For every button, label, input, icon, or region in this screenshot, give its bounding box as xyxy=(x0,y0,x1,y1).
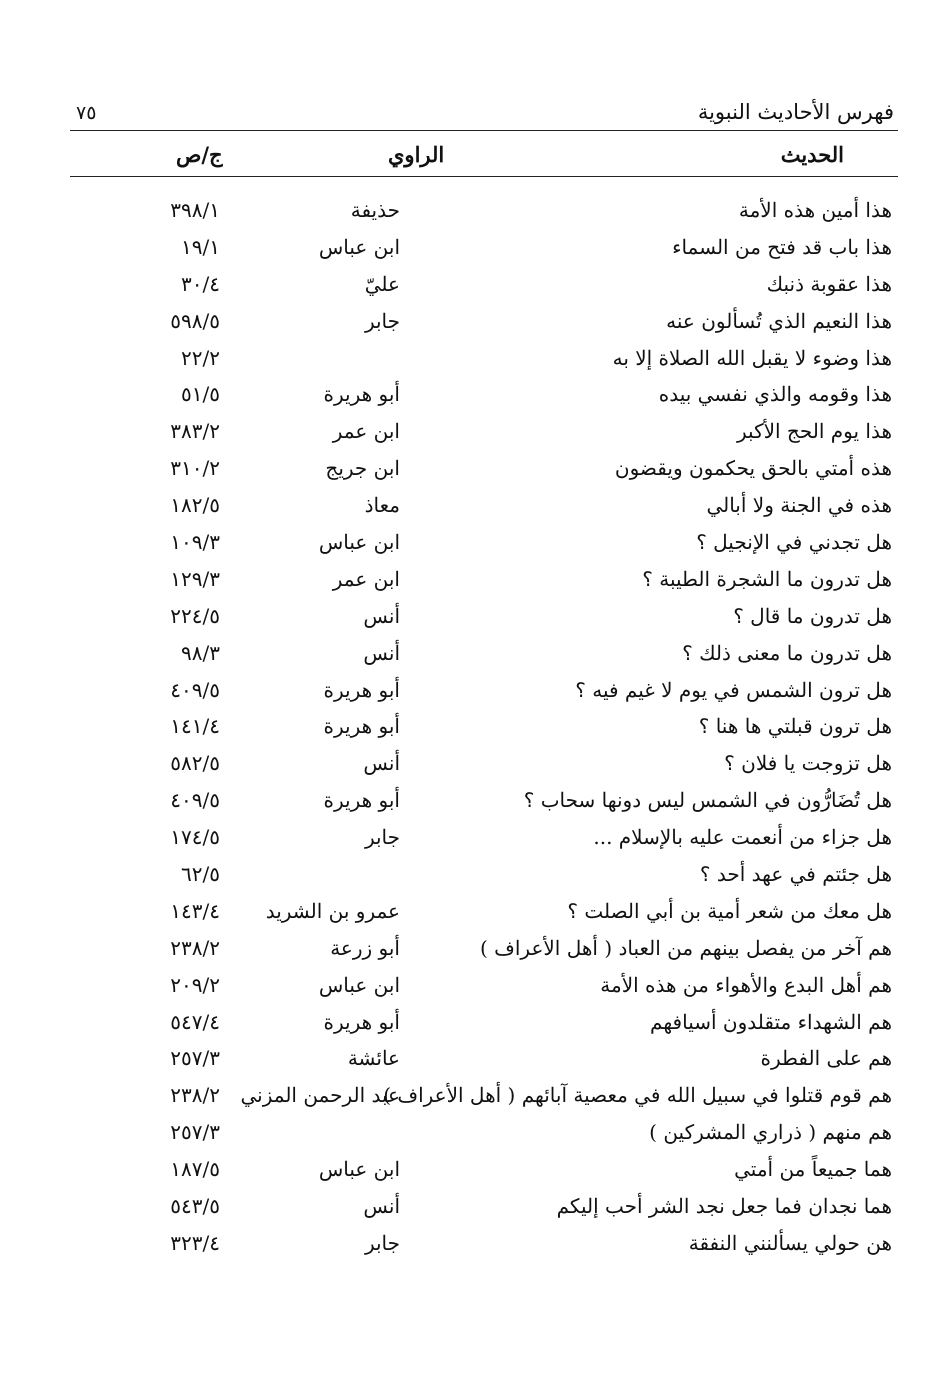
narrator-name: أبو هريرة xyxy=(323,714,400,739)
hadith-text: هل جزاء من أنعمت عليه بالإسلام ... xyxy=(593,825,892,850)
hadith-text: هل معك من شعر أمية بن أبي الصلت ؟ xyxy=(567,898,892,923)
volume-page-ref: ٢٣٨/٢ xyxy=(170,1083,220,1108)
hadith-text: هل ترون الشمس في يوم لا غيم فيه ؟ xyxy=(575,677,892,702)
table-row xyxy=(0,305,946,342)
running-header xyxy=(70,96,898,131)
narrator-name: ابن جريج xyxy=(325,456,400,481)
hadith-text: هذا عقوبة ذنبك xyxy=(766,271,892,296)
table-row xyxy=(0,1190,946,1227)
volume-page-ref: ٢٠٩/٢ xyxy=(170,972,220,997)
narrator-name: عائشة xyxy=(347,1046,400,1071)
volume-page-ref: ١٠٩/٣ xyxy=(170,530,220,555)
volume-page-ref: ٥٨٢/٥ xyxy=(170,751,220,776)
narrator-name: جابر xyxy=(364,825,400,850)
table-row xyxy=(0,637,946,674)
narrator-name: حذيفة xyxy=(350,198,400,222)
volume-page-ref: ٣٨٣/٢ xyxy=(170,419,220,444)
volume-page-ref: ٣٠/٤ xyxy=(181,271,220,296)
volume-page-ref: ١٧٤/٥ xyxy=(170,825,220,850)
volume-page-ref: ١٤٣/٤ xyxy=(170,898,220,923)
hadith-text: هذا وضوء لا يقبل الله الصلاة إلا به xyxy=(612,345,892,370)
narrator-name: أنس xyxy=(363,1194,400,1219)
volume-page-ref: ٥٩٨/٥ xyxy=(170,308,220,333)
hadith-text: هذا أمين هذه الأمة xyxy=(738,198,892,222)
hadith-text: هم أهل البدع والأهواء من هذه الأمة xyxy=(600,972,892,997)
volume-page-ref: ٢٢/٢ xyxy=(181,345,220,370)
hadith-text: هل ترون قبلتي ها هنا ؟ xyxy=(698,714,892,739)
hadith-text: هل تدرون ما قال ؟ xyxy=(733,603,892,628)
volume-page-ref: ٤٠٩/٥ xyxy=(170,788,220,813)
hadith-text: هل تزوجت يا فلان ؟ xyxy=(724,751,892,776)
table-row xyxy=(0,342,946,379)
hadith-text: هما نجدان فما جعل نجد الشر أحب إليكم xyxy=(556,1194,892,1219)
table-row xyxy=(0,1006,946,1043)
volume-page-ref: ٢٥٧/٣ xyxy=(170,1120,220,1145)
narrator-name: ابن عباس xyxy=(318,972,400,997)
hadith-text: هذا وقومه والذي نفسي بيده xyxy=(658,382,892,407)
volume-page-ref: ١٩/١ xyxy=(181,234,220,259)
hadith-text: هل تدرون ما الشجرة الطيبة ؟ xyxy=(642,566,892,591)
table-row xyxy=(0,489,946,526)
column-header-ref: ج/ص xyxy=(176,142,223,167)
volume-page-ref: ٥٤٧/٤ xyxy=(170,1009,220,1034)
hadith-text: هذا النعيم الذي تُسألون عنه xyxy=(666,308,892,333)
volume-page-ref: ٣٢٣/٤ xyxy=(170,1230,220,1255)
narrator-name: معاذ xyxy=(364,493,400,518)
volume-page-ref: ١٤١/٤ xyxy=(170,714,220,739)
column-header-narrator: الراوي xyxy=(388,142,445,167)
narrator-name: عبد الرحمن المزني xyxy=(240,1083,400,1108)
volume-page-ref: ١٨٧/٥ xyxy=(170,1157,220,1182)
table-row xyxy=(0,1227,946,1264)
table-row xyxy=(0,600,946,637)
narrator-name: أبو هريرة xyxy=(323,382,400,407)
narrator-name: أبو هريرة xyxy=(323,677,400,702)
hadith-text: هما جميعاً من أمتي xyxy=(734,1157,892,1182)
narrator-name: جابر xyxy=(364,308,400,333)
hadith-text: هل تدرون ما معنى ذلك ؟ xyxy=(682,640,892,665)
table-row xyxy=(0,563,946,600)
narrator-name: أبو هريرة xyxy=(323,788,400,813)
table-row xyxy=(0,378,946,415)
running-title: فهرس الأحاديث النبوية xyxy=(697,100,894,124)
hadith-index-table xyxy=(0,194,946,1264)
hadith-text: هذا يوم الحج الأكبر xyxy=(737,419,892,444)
hadith-text: هم منهم ( ذراري المشركين ) xyxy=(649,1120,892,1145)
narrator-name: ابن عمر xyxy=(332,566,400,591)
volume-page-ref: ٦٢/٥ xyxy=(181,862,220,887)
table-row xyxy=(0,674,946,711)
table-row xyxy=(0,784,946,821)
hadith-text: هم قوم قتلوا في سبيل الله في معصية آبائهم ( أهل الأعراف ) xyxy=(383,1083,892,1108)
volume-page-ref: ٣١٠/٢ xyxy=(170,456,220,481)
page-number: ٧٥ xyxy=(76,102,97,124)
narrator-name: أنس xyxy=(363,603,400,628)
volume-page-ref: ٢٣٨/٢ xyxy=(170,935,220,960)
narrator-name: عليّ xyxy=(364,271,400,296)
narrator-name: جابر xyxy=(364,1230,400,1255)
narrator-name: أبو هريرة xyxy=(323,1009,400,1034)
hadith-text: هل تجدني في الإنجيل ؟ xyxy=(696,530,892,555)
hadith-text: هذا باب قد فتح من السماء xyxy=(672,234,892,259)
table-row xyxy=(0,415,946,452)
table-row xyxy=(0,1116,946,1153)
hadith-text: هن حولي يسألنني النفقة xyxy=(688,1230,892,1255)
table-row xyxy=(0,1153,946,1190)
hadith-text: هل تُضَارُّون في الشمس ليس دونها سحاب ؟ xyxy=(523,788,892,813)
narrator-name: أبو زرعة xyxy=(330,935,400,960)
table-row xyxy=(0,710,946,747)
volume-page-ref: ٢٢٤/٥ xyxy=(170,603,220,628)
volume-page-ref: ٢٥٧/٣ xyxy=(170,1046,220,1071)
volume-page-ref: ٥٤٣/٥ xyxy=(170,1194,220,1219)
table-row xyxy=(0,821,946,858)
narrator-name: ابن عباس xyxy=(318,234,400,259)
table-row xyxy=(0,858,946,895)
volume-page-ref: ١٢٩/٣ xyxy=(170,566,220,591)
table-row xyxy=(0,194,946,231)
narrator-name: أنس xyxy=(363,640,400,665)
table-row xyxy=(0,969,946,1006)
narrator-name: ابن عمر xyxy=(332,419,400,444)
hadith-text: هم الشهداء متقلدون أسيافهم xyxy=(650,1009,892,1034)
narrator-name: ابن عباس xyxy=(318,1157,400,1182)
column-header-hadith: الحديث xyxy=(780,142,844,167)
table-row xyxy=(0,895,946,932)
table-row xyxy=(0,1042,946,1079)
volume-page-ref: ٥١/٥ xyxy=(181,382,220,407)
table-row xyxy=(0,231,946,268)
table-row xyxy=(0,526,946,563)
narrator-name: عمرو بن الشريد xyxy=(265,898,400,923)
hadith-text: هل جئتم في عهد أحد ؟ xyxy=(699,862,892,887)
volume-page-ref: ٤٠٩/٥ xyxy=(170,677,220,702)
table-row xyxy=(0,1079,946,1116)
volume-page-ref: ٩٨/٣ xyxy=(181,640,220,665)
volume-page-ref: ٣٩٨/١ xyxy=(170,198,220,222)
table-row xyxy=(0,932,946,969)
table-header xyxy=(70,136,898,177)
volume-page-ref: ١٨٢/٥ xyxy=(170,493,220,518)
table-row xyxy=(0,747,946,784)
table-row xyxy=(0,452,946,489)
hadith-text: هم آخر من يفصل بينهم من العباد ( أهل الأعراف ) xyxy=(479,935,892,960)
hadith-text: هذه أمتي بالحق يحكمون ويقضون xyxy=(614,456,892,481)
narrator-name: ابن عباس xyxy=(318,530,400,555)
hadith-text: هذه في الجنة ولا أبالي xyxy=(706,493,892,518)
narrator-name: أنس xyxy=(363,751,400,776)
hadith-text: هم على الفطرة xyxy=(760,1046,892,1071)
table-row xyxy=(0,268,946,305)
